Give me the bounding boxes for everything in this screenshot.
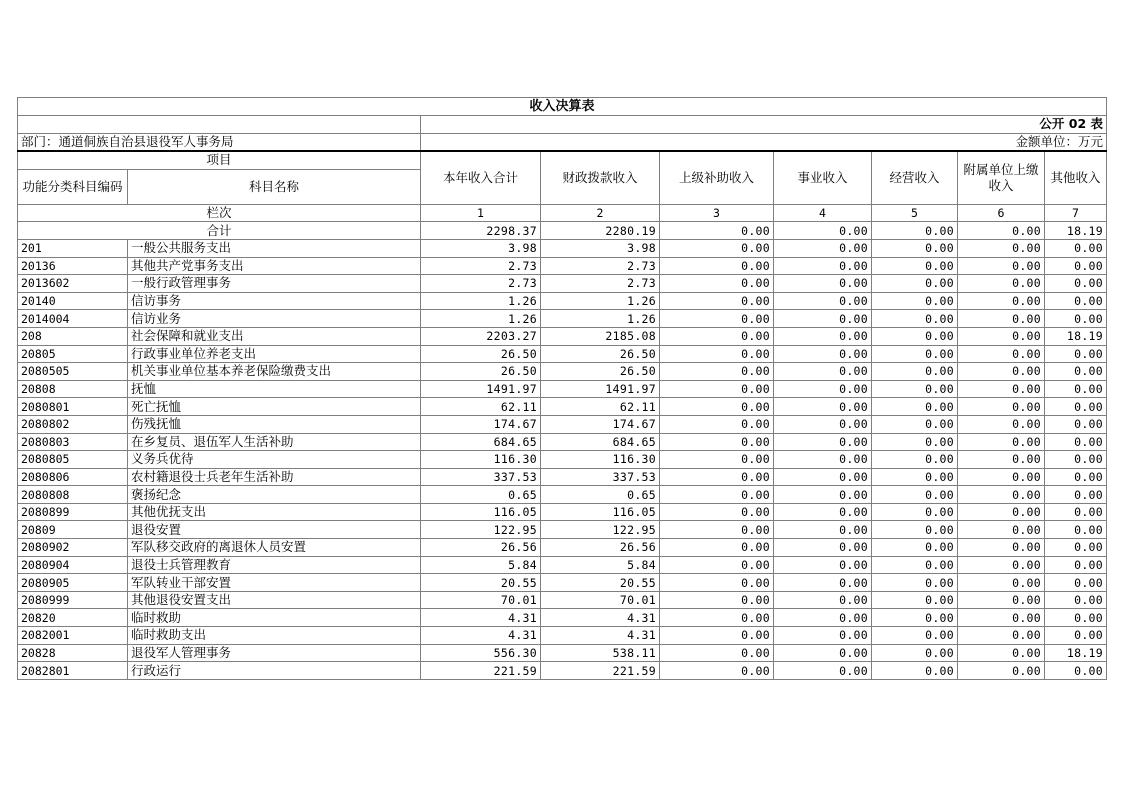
table-row (18, 556, 1107, 574)
subject-code: 2080808 (18, 486, 128, 504)
table-row (18, 503, 1107, 521)
table-row (18, 345, 1107, 363)
amount-cell: 70.01 (541, 591, 660, 609)
amount-cell: 18.19 (1045, 644, 1107, 662)
amount-cell: 0.00 (660, 574, 774, 592)
subject-name: 临时救助支出 (128, 627, 421, 645)
amount-cell: 0.00 (660, 644, 774, 662)
header-name: 科目名称 (128, 169, 421, 204)
amount-cell: 1491.97 (421, 380, 541, 398)
amount-cell: 0.00 (660, 451, 774, 469)
header-fiscal: 财政拨款收入 (541, 151, 660, 204)
subject-name: 一般公共服务支出 (128, 239, 421, 257)
amount-cell: 0.00 (1045, 627, 1107, 645)
amount-cell: 0.00 (774, 380, 872, 398)
amount-cell: 20.55 (541, 574, 660, 592)
amount-cell: 0.00 (958, 662, 1045, 680)
subject-code: 2013602 (18, 275, 128, 293)
subject-name: 死亡抚恤 (128, 398, 421, 416)
amount-cell: 0.00 (872, 591, 958, 609)
amount-cell: 0.00 (872, 539, 958, 557)
amount-cell: 0.00 (1045, 433, 1107, 451)
total-value: 0.00 (660, 222, 774, 240)
amount-cell: 0.65 (541, 486, 660, 504)
subject-name: 机关事业单位基本养老保险缴费支出 (128, 363, 421, 381)
total-value: 2298.37 (421, 222, 541, 240)
amount-cell: 0.00 (660, 415, 774, 433)
amount-cell: 0.00 (1045, 556, 1107, 574)
subject-code: 20140 (18, 292, 128, 310)
amount-cell: 0.00 (958, 451, 1045, 469)
amount-cell: 0.00 (958, 609, 1045, 627)
amount-cell: 26.56 (541, 539, 660, 557)
table-row (18, 433, 1107, 451)
subject-name: 退役士兵管理教育 (128, 556, 421, 574)
amount-cell: 0.00 (1045, 310, 1107, 328)
amount-cell: 0.00 (958, 556, 1045, 574)
column-number: 5 (872, 204, 958, 222)
amount-cell: 0.00 (872, 398, 958, 416)
amount-cell: 116.30 (421, 451, 541, 469)
subject-code: 2082001 (18, 627, 128, 645)
amount-cell: 0.00 (774, 345, 872, 363)
income-statement-sheet (17, 97, 1106, 680)
subject-code: 2080806 (18, 468, 128, 486)
amount-cell: 0.00 (958, 257, 1045, 275)
income-statement-table (17, 97, 1107, 680)
amount-cell: 1491.97 (541, 380, 660, 398)
department-label: 部门：通道侗族自治县退役军人事务局 (18, 133, 421, 151)
column-number: 4 (774, 204, 872, 222)
amount-cell: 0.00 (774, 486, 872, 504)
amount-cell: 26.56 (421, 539, 541, 557)
amount-cell: 0.00 (774, 310, 872, 328)
amount-cell: 122.95 (421, 521, 541, 539)
amount-cell: 0.00 (774, 503, 872, 521)
amount-cell: 4.31 (541, 627, 660, 645)
amount-cell: 0.00 (774, 363, 872, 381)
table-row (18, 292, 1107, 310)
amount-cell: 62.11 (421, 398, 541, 416)
amount-cell: 0.00 (958, 380, 1045, 398)
subject-name: 信访业务 (128, 310, 421, 328)
amount-cell: 0.00 (660, 468, 774, 486)
total-value: 18.19 (1045, 222, 1107, 240)
amount-cell: 0.00 (660, 433, 774, 451)
amount-cell: 1.26 (421, 310, 541, 328)
table-row (18, 521, 1107, 539)
subject-code: 2080805 (18, 451, 128, 469)
amount-cell: 2.73 (421, 275, 541, 293)
table-row (18, 327, 1107, 345)
amount-cell: 4.31 (421, 627, 541, 645)
amount-cell: 0.00 (774, 275, 872, 293)
amount-cell: 0.00 (660, 662, 774, 680)
amount-cell: 0.00 (872, 380, 958, 398)
header-item: 项目 (18, 151, 421, 169)
amount-cell: 0.00 (958, 627, 1045, 645)
amount-cell: 0.00 (774, 415, 872, 433)
amount-cell: 4.31 (541, 609, 660, 627)
table-row (18, 239, 1107, 257)
amount-cell: 0.00 (774, 591, 872, 609)
amount-cell: 0.00 (872, 415, 958, 433)
amount-cell: 26.50 (421, 345, 541, 363)
subject-code: 20809 (18, 521, 128, 539)
subject-name: 其他共产党事务支出 (128, 257, 421, 275)
amount-cell: 1.26 (541, 310, 660, 328)
amount-cell: 0.00 (1045, 275, 1107, 293)
amount-cell: 0.00 (958, 486, 1045, 504)
subject-name: 其他退役安置支出 (128, 591, 421, 609)
amount-cell: 0.00 (1045, 345, 1107, 363)
subject-name: 在乡复员、退伍军人生活补助 (128, 433, 421, 451)
subject-name: 行政事业单位养老支出 (128, 345, 421, 363)
table-row (18, 310, 1107, 328)
subject-name: 社会保障和就业支出 (128, 327, 421, 345)
amount-cell: 684.65 (421, 433, 541, 451)
amount-cell: 0.00 (872, 609, 958, 627)
subject-name: 行政运行 (128, 662, 421, 680)
amount-cell: 0.00 (660, 521, 774, 539)
amount-unit: 金额单位：万元 (421, 133, 1107, 151)
amount-cell: 0.00 (958, 503, 1045, 521)
amount-cell: 0.00 (660, 275, 774, 293)
amount-cell: 0.00 (1045, 609, 1107, 627)
amount-cell: 0.00 (872, 503, 958, 521)
amount-cell: 0.00 (660, 627, 774, 645)
column-number: 1 (421, 204, 541, 222)
total-value: 2280.19 (541, 222, 660, 240)
amount-cell: 0.00 (958, 574, 1045, 592)
amount-cell: 0.00 (872, 574, 958, 592)
amount-cell: 0.00 (1045, 591, 1107, 609)
amount-cell: 0.00 (774, 521, 872, 539)
column-number: 3 (660, 204, 774, 222)
amount-cell: 221.59 (541, 662, 660, 680)
subject-name: 信访事务 (128, 292, 421, 310)
amount-cell: 0.00 (872, 451, 958, 469)
amount-cell: 0.00 (1045, 239, 1107, 257)
amount-cell: 0.00 (1045, 468, 1107, 486)
subject-code: 20820 (18, 609, 128, 627)
amount-cell: 0.00 (660, 609, 774, 627)
amount-cell: 1.26 (421, 292, 541, 310)
amount-cell: 26.50 (541, 345, 660, 363)
subject-code: 2080899 (18, 503, 128, 521)
department-row (18, 133, 1107, 151)
subject-name: 军队移交政府的离退休人员安置 (128, 539, 421, 557)
amount-cell: 0.00 (958, 644, 1045, 662)
amount-cell: 0.00 (660, 398, 774, 416)
amount-cell: 0.00 (774, 257, 872, 275)
amount-cell: 62.11 (541, 398, 660, 416)
amount-cell: 0.00 (1045, 257, 1107, 275)
amount-cell: 0.00 (872, 556, 958, 574)
table-row (18, 574, 1107, 592)
amount-cell: 26.50 (541, 363, 660, 381)
amount-cell: 0.00 (958, 327, 1045, 345)
amount-cell: 0.00 (774, 327, 872, 345)
amount-cell: 174.67 (421, 415, 541, 433)
subject-code: 2080802 (18, 415, 128, 433)
table-row (18, 363, 1107, 381)
header-row-1 (18, 151, 1107, 169)
amount-cell: 0.00 (1045, 486, 1107, 504)
amount-cell: 0.00 (660, 503, 774, 521)
table-row (18, 591, 1107, 609)
amount-cell: 0.00 (660, 292, 774, 310)
amount-cell: 0.00 (872, 275, 958, 293)
amount-cell: 0.00 (872, 627, 958, 645)
subject-code: 2080902 (18, 539, 128, 557)
header-business: 事业收入 (774, 151, 872, 204)
amount-cell: 0.00 (872, 239, 958, 257)
subject-code: 20136 (18, 257, 128, 275)
amount-cell: 337.53 (541, 468, 660, 486)
amount-cell: 0.00 (872, 257, 958, 275)
header-total: 本年收入合计 (421, 151, 541, 204)
total-row (18, 222, 1107, 240)
amount-cell: 0.00 (958, 275, 1045, 293)
amount-cell: 2185.08 (541, 327, 660, 345)
amount-cell: 0.00 (872, 644, 958, 662)
subject-name: 农村籍退役士兵老年生活补助 (128, 468, 421, 486)
amount-cell: 2.73 (421, 257, 541, 275)
amount-cell: 174.67 (541, 415, 660, 433)
amount-cell: 0.00 (774, 539, 872, 557)
amount-cell: 0.00 (774, 239, 872, 257)
amount-cell: 0.00 (660, 380, 774, 398)
total-label: 合计 (18, 222, 421, 240)
amount-cell: 684.65 (541, 433, 660, 451)
amount-cell: 0.00 (958, 415, 1045, 433)
amount-cell: 0.00 (660, 239, 774, 257)
subject-name: 临时救助 (128, 609, 421, 627)
subject-code: 2080803 (18, 433, 128, 451)
amount-cell: 116.30 (541, 451, 660, 469)
amount-cell: 122.95 (541, 521, 660, 539)
amount-cell: 0.00 (1045, 521, 1107, 539)
column-number: 7 (1045, 204, 1107, 222)
table-row (18, 609, 1107, 627)
amount-cell: 0.00 (872, 662, 958, 680)
subject-name: 义务兵优待 (128, 451, 421, 469)
amount-cell: 1.26 (541, 292, 660, 310)
amount-cell: 2203.27 (421, 327, 541, 345)
total-value: 0.00 (958, 222, 1045, 240)
column-number-label: 栏次 (18, 204, 421, 222)
amount-cell: 2.73 (541, 275, 660, 293)
amount-cell: 0.00 (774, 292, 872, 310)
subject-name: 退役军人管理事务 (128, 644, 421, 662)
total-value: 0.00 (872, 222, 958, 240)
amount-cell: 0.00 (958, 310, 1045, 328)
amount-cell: 0.00 (660, 310, 774, 328)
column-number: 6 (958, 204, 1045, 222)
amount-cell: 3.98 (421, 239, 541, 257)
amount-cell: 0.00 (1045, 451, 1107, 469)
amount-cell: 116.05 (541, 503, 660, 521)
subject-code: 2080505 (18, 363, 128, 381)
amount-cell: 0.00 (1045, 398, 1107, 416)
subject-name: 抚恤 (128, 380, 421, 398)
amount-cell: 0.00 (872, 486, 958, 504)
amount-cell: 0.00 (872, 468, 958, 486)
table-row (18, 468, 1107, 486)
amount-cell: 0.00 (660, 486, 774, 504)
amount-cell: 0.00 (958, 591, 1045, 609)
amount-cell: 0.00 (958, 363, 1045, 381)
subject-code: 2014004 (18, 310, 128, 328)
amount-cell: 0.00 (958, 539, 1045, 557)
subject-code: 20828 (18, 644, 128, 662)
amount-cell: 0.00 (774, 451, 872, 469)
amount-cell: 0.00 (1045, 380, 1107, 398)
subject-code: 201 (18, 239, 128, 257)
table-row (18, 627, 1107, 645)
table-row (18, 539, 1107, 557)
amount-cell: 0.00 (774, 574, 872, 592)
amount-cell: 116.05 (421, 503, 541, 521)
column-number: 2 (541, 204, 660, 222)
amount-cell: 0.00 (958, 398, 1045, 416)
amount-cell: 26.50 (421, 363, 541, 381)
amount-cell: 556.30 (421, 644, 541, 662)
amount-cell: 2.73 (541, 257, 660, 275)
subject-name: 伤残抚恤 (128, 415, 421, 433)
amount-cell: 0.00 (660, 363, 774, 381)
table-row (18, 451, 1107, 469)
amount-cell: 0.00 (774, 627, 872, 645)
amount-cell: 0.00 (872, 345, 958, 363)
amount-cell: 0.00 (958, 345, 1045, 363)
amount-cell: 0.00 (872, 521, 958, 539)
subject-code: 2080801 (18, 398, 128, 416)
amount-cell: 538.11 (541, 644, 660, 662)
amount-cell: 0.00 (1045, 574, 1107, 592)
subject-name: 退役安置 (128, 521, 421, 539)
amount-cell: 0.00 (872, 363, 958, 381)
subject-code: 2082801 (18, 662, 128, 680)
amount-cell: 0.00 (958, 433, 1045, 451)
subject-code: 2080999 (18, 591, 128, 609)
amount-cell: 337.53 (421, 468, 541, 486)
total-value: 0.00 (774, 222, 872, 240)
amount-cell: 0.00 (872, 292, 958, 310)
subject-name: 一般行政管理事务 (128, 275, 421, 293)
amount-cell: 0.00 (660, 345, 774, 363)
table-number: 公开 02 表 (421, 116, 1107, 134)
amount-cell: 0.00 (774, 644, 872, 662)
amount-cell: 0.00 (660, 257, 774, 275)
amount-cell: 0.00 (958, 468, 1045, 486)
amount-cell: 0.00 (774, 433, 872, 451)
title-row (18, 98, 1107, 116)
amount-cell: 0.00 (872, 433, 958, 451)
header-affiliated: 附属单位上缴收入 (958, 151, 1045, 204)
table-row (18, 275, 1107, 293)
subject-name: 军队转业干部安置 (128, 574, 421, 592)
table-row (18, 380, 1107, 398)
amount-cell: 0.00 (958, 521, 1045, 539)
amount-cell: 0.00 (660, 327, 774, 345)
amount-cell: 70.01 (421, 591, 541, 609)
amount-cell: 0.00 (958, 239, 1045, 257)
subject-code: 208 (18, 327, 128, 345)
table-number-row (18, 116, 1107, 134)
amount-cell: 0.00 (1045, 415, 1107, 433)
amount-cell: 0.00 (1045, 539, 1107, 557)
header-code: 功能分类科目编码 (18, 169, 128, 204)
amount-cell: 0.00 (774, 556, 872, 574)
column-number-row (18, 204, 1107, 222)
amount-cell: 4.31 (421, 609, 541, 627)
amount-cell: 221.59 (421, 662, 541, 680)
subject-code: 20808 (18, 380, 128, 398)
subject-name: 褒扬纪念 (128, 486, 421, 504)
table-title: 收入决算表 (18, 98, 1107, 116)
amount-cell: 0.00 (774, 398, 872, 416)
subject-code: 2080904 (18, 556, 128, 574)
amount-cell: 20.55 (421, 574, 541, 592)
amount-cell: 0.00 (774, 609, 872, 627)
amount-cell: 3.98 (541, 239, 660, 257)
amount-cell: 0.00 (1045, 662, 1107, 680)
amount-cell: 0.00 (660, 539, 774, 557)
table-row (18, 486, 1107, 504)
amount-cell: 0.00 (774, 662, 872, 680)
subject-code: 2080905 (18, 574, 128, 592)
amount-cell: 0.00 (958, 292, 1045, 310)
amount-cell: 0.00 (1045, 363, 1107, 381)
amount-cell: 0.65 (421, 486, 541, 504)
amount-cell: 0.00 (1045, 503, 1107, 521)
header-other: 其他收入 (1045, 151, 1107, 204)
header-superior: 上级补助收入 (660, 151, 774, 204)
amount-cell: 5.84 (541, 556, 660, 574)
amount-cell: 0.00 (660, 556, 774, 574)
amount-cell: 0.00 (872, 310, 958, 328)
amount-cell: 0.00 (660, 591, 774, 609)
amount-cell: 5.84 (421, 556, 541, 574)
amount-cell: 0.00 (872, 327, 958, 345)
header-operating: 经营收入 (872, 151, 958, 204)
amount-cell: 0.00 (1045, 292, 1107, 310)
subject-name: 其他优抚支出 (128, 503, 421, 521)
table-row (18, 662, 1107, 680)
amount-cell: 0.00 (774, 468, 872, 486)
table-row (18, 398, 1107, 416)
subject-code: 20805 (18, 345, 128, 363)
table-row (18, 644, 1107, 662)
amount-cell: 18.19 (1045, 327, 1107, 345)
table-row (18, 257, 1107, 275)
table-row (18, 415, 1107, 433)
